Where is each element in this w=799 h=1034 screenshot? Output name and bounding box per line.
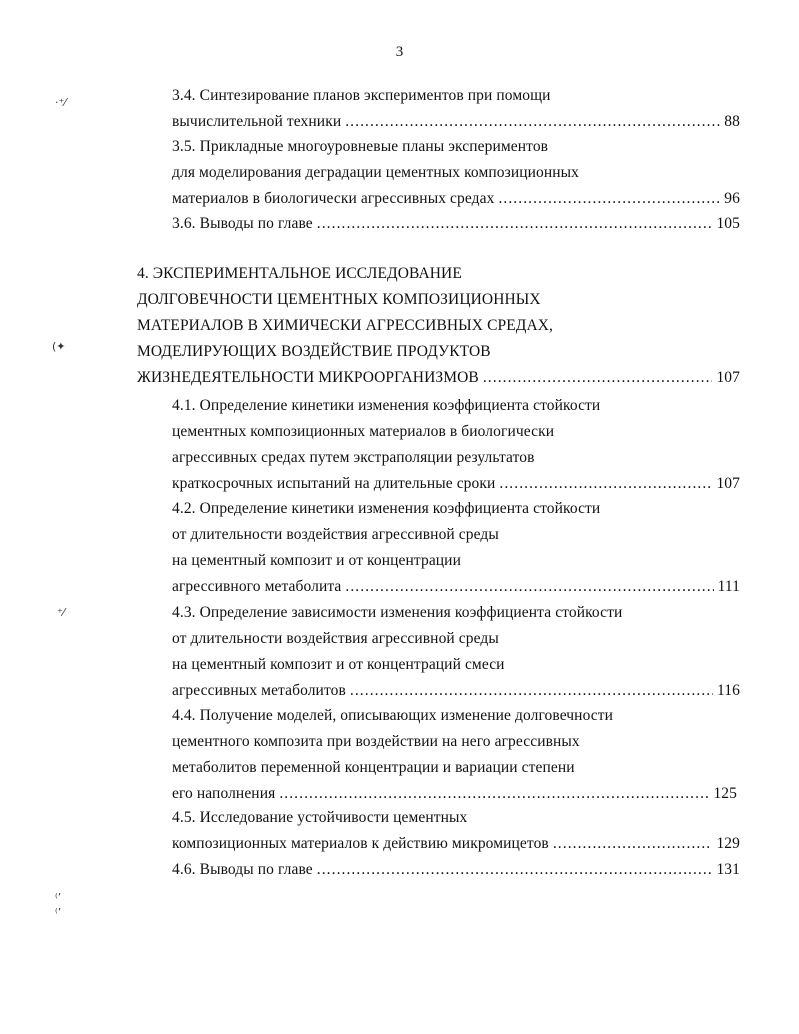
scan-mark: (✦ <box>52 340 66 353</box>
toc-entry-title: композиционных материалов к действию микромицетов <box>172 835 549 852</box>
toc-entry-4-5-line1: 4.5. Исследование устойчивости цементных <box>172 809 468 826</box>
toc-entry-4-1[interactable] <box>172 474 740 494</box>
leader-dots <box>279 784 709 804</box>
leader-dots <box>499 474 712 494</box>
toc-entry-3-4-line1: 3.4. Синтезирование планов экспериментов при помощи <box>172 87 551 104</box>
toc-entry-4-2-line2: от длительности воздействия агрессивной среды <box>172 526 499 543</box>
toc-page-number: 105 <box>716 215 740 232</box>
toc-page-number: 88 <box>724 113 740 130</box>
leader-dots <box>317 860 713 880</box>
chapter-4-line1: 4. ЭКСПЕРИМЕНТАЛЬНОЕ ИССЛЕДОВАНИЕ <box>137 265 462 282</box>
toc-entry-3-5-line1: 3.5. Прикладные многоуровневые планы экспериментов <box>172 138 549 155</box>
scan-mark: ·⁺⁄ <box>55 96 67 109</box>
toc-entry-3-6[interactable] <box>172 214 740 234</box>
toc-entry-4-5[interactable] <box>172 834 740 854</box>
leader-dots <box>345 112 720 132</box>
leader-dots <box>498 189 720 209</box>
toc-entry-4-4-line2: цементного композита при воздействии на него агрессивных <box>172 733 580 750</box>
toc-page-number: 129 <box>716 835 740 852</box>
toc-entry-title: вычислительной техники <box>172 113 342 130</box>
toc-page-number: 111 <box>717 578 740 595</box>
scan-mark: ⁺⁄ <box>57 606 65 619</box>
chapter-4-line3: МАТЕРИАЛОВ В ХИМИЧЕСКИ АГРЕССИВНЫХ СРЕДАХ, <box>137 317 554 334</box>
toc-entry-4-2[interactable] <box>172 577 740 597</box>
toc-page-number: 131 <box>716 861 740 878</box>
scan-mark: ⁽ʼ <box>55 906 62 919</box>
toc-entry-4-4-line3: метаболитов переменной концентрации и вариации степени <box>172 759 575 776</box>
toc-entry-4-6[interactable] <box>172 860 740 880</box>
leader-dots <box>345 577 713 597</box>
leader-dots <box>483 368 713 388</box>
toc-entry-4-2-line1: 4.2. Определение кинетики изменения коэффициента стойкости <box>172 500 601 517</box>
toc-entry-3-5-line2: для моделирования деградации цементных композиционных <box>172 164 580 181</box>
toc-entry-3-4[interactable] <box>172 112 740 132</box>
toc-entry-title: ЖИЗНЕДЕЯТЕЛЬНОСТИ МИКРООРГАНИЗМОВ <box>137 369 479 386</box>
chapter-4-line2: ДОЛГОВЕЧНОСТИ ЦЕМЕНТНЫХ КОМПОЗИЦИОННЫХ <box>137 291 541 308</box>
chapter-4-line4: МОДЕЛИРУЮЩИХ ВОЗДЕЙСТВИЕ ПРОДУКТОВ <box>137 343 491 360</box>
toc-page-number: 107 <box>716 369 740 386</box>
toc-entry-title: краткосрочных испытаний на длительные сроки <box>172 475 496 492</box>
toc-entry-4-1-line1: 4.1. Определение кинетики изменения коэффициента стойкости <box>172 397 601 414</box>
toc-entry-4-4-line1: 4.4. Получение моделей, описывающих изменение долговечности <box>172 707 614 724</box>
leader-dots <box>350 681 713 701</box>
page-number: 3 <box>395 44 404 60</box>
toc-entry-title: его наполнения <box>172 785 276 802</box>
scan-mark: ⁽ʼ <box>55 891 62 904</box>
toc-entry-4-3-line1: 4.3. Определение зависимости изменения коэффициента стойкости <box>172 604 623 621</box>
toc-entry-title: агрессивных метаболитов <box>172 682 346 699</box>
toc-entry-title: материалов в биологически агрессивных средах <box>172 190 495 207</box>
toc-page-number: 125 <box>713 785 737 802</box>
toc-entry-title: 3.6. Выводы по главе <box>172 215 313 232</box>
toc-entry-3-5[interactable] <box>172 189 740 209</box>
toc-chapter-4[interactable] <box>137 368 740 388</box>
toc-page-number: 116 <box>717 682 740 699</box>
toc-entry-4-1-line3: агрессивных средах путем экстраполяции результатов <box>172 449 535 466</box>
toc-entry-4-3-line3: на цементный композит и от концентраций смеси <box>172 656 505 673</box>
toc-page-number: 107 <box>716 475 740 492</box>
toc-entry-title: 4.6. Выводы по главе <box>172 861 313 878</box>
toc-entry-title: агрессивного метаболита <box>172 578 342 595</box>
toc-entry-4-4[interactable] <box>172 784 737 804</box>
leader-dots <box>553 834 713 854</box>
toc-page-number: 96 <box>724 190 740 207</box>
toc-entry-4-3[interactable] <box>172 681 740 701</box>
toc-entry-4-1-line2: цементных композиционных материалов в биологически <box>172 423 555 440</box>
leader-dots <box>317 214 713 234</box>
toc-entry-4-2-line3: на цементный композит и от концентрации <box>172 552 461 569</box>
toc-entry-4-3-line2: от длительности воздействия агрессивной среды <box>172 630 499 647</box>
